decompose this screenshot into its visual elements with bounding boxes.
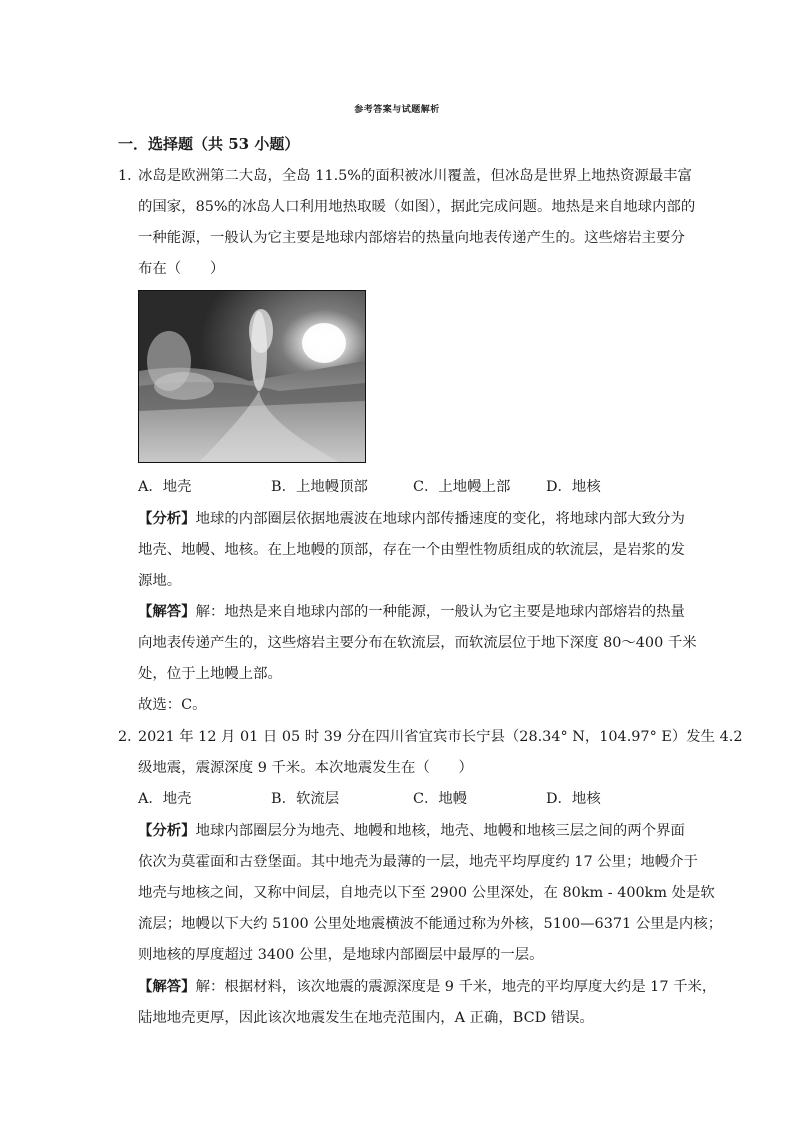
question-number: 1． [118, 168, 142, 184]
question-number: 2． [118, 729, 142, 745]
answer-text: 解：地热是来自地球内部的一种能源，一般认为它主要是地球内部熔岩的热量 [195, 604, 685, 620]
analysis-line: 则地核的厚度超过 3400 公里，是地球内部圈层中最厚的一层。 [138, 947, 544, 963]
geothermal-photo [138, 290, 366, 463]
answer-line: 处，位于上地幔上部。 [138, 666, 282, 682]
option-a: A．地壳 [138, 479, 192, 495]
answer-line: 陆地地壳更厚，因此该次地震发生在地壳范围内，A 正确，BCD 错误。 [138, 1010, 594, 1026]
question-text-line: 级地震，震源深度 9 千米。本次地震发生在（ ） [138, 760, 473, 776]
option-a: A．地壳 [138, 791, 192, 807]
analysis-line: 地壳与地核之间，又称中间层，自地壳以下至 2900 公里深处，在 80km - 400km 处是软 [138, 885, 715, 901]
option-d: D．地核 [546, 479, 601, 495]
analysis-text: 地球内部圈层分为地壳、地幔和地核，地壳、地幔和地核三层之间的两个界面 [195, 823, 685, 839]
option-b: B．上地幔顶部 [271, 479, 368, 495]
question-text-line: 布在（ ） [138, 261, 225, 277]
answer-line [138, 602, 698, 622]
question-text-line: 的国家，85%的冰岛人口利用地热取暖（如图），据此完成问题。地热是来自地球内部的 [138, 199, 696, 215]
page-header: 参考答案与试题解析 [354, 105, 440, 115]
answer-text: 解：根据材料，该次地震的震源深度是 9 千米，地壳的平均厚度大约是 17 千米， [195, 979, 717, 995]
answer-line: 向地表传递产生的，这些熔岩主要分布在软流层，而软流层位于地下深度 80～400 千米 [138, 635, 697, 651]
question-text-line: 冰岛是欧洲第二大岛，全岛 11.5%的面积被冰川覆盖，但冰岛是世界上地热资源最丰富 [138, 168, 692, 184]
analysis-tag: 【分析】 [138, 822, 196, 839]
section-title: 一．选择题（共 53 小题） [118, 135, 300, 153]
option-c: C．上地幔上部 [413, 479, 511, 495]
analysis-text: 地球的内部圈层依据地震波在地球内部传播速度的变化，将地球内部大致分为 [195, 511, 685, 527]
answer-tag: 【解答】 [138, 978, 196, 995]
geothermal-photo-illustration [139, 291, 365, 462]
answer-line [138, 977, 717, 997]
analysis-line: 地壳、地幔、地核。在上地幔的顶部，存在一个由塑性物质组成的软流层，是岩浆的发 [138, 542, 685, 558]
answer-tag: 【解答】 [138, 603, 196, 620]
question-text-line: 2021 年 12 月 01 日 05 时 39 分在四川省宜宾市长宁县（28.34° N，104.97° E）发生 4.2 [138, 729, 743, 745]
analysis-line: 源地。 [138, 573, 182, 589]
analysis-tag: 【分析】 [138, 510, 196, 527]
option-b: B．软流层 [271, 791, 340, 807]
analysis-line [138, 509, 698, 529]
analysis-line: 流层；地幔以下大约 5100 公里处地震横波不能通过称为外核，5100—6371 公里是内核； [138, 916, 723, 932]
option-d: D．地核 [546, 791, 601, 807]
choice-line: 故选：C。 [138, 697, 207, 713]
question-text-line: 一种能源，一般认为它主要是地球内部熔岩的热量向地表传递产生的。这些熔岩主要分 [138, 230, 685, 246]
analysis-line [138, 821, 698, 841]
option-c: C．地幔 [413, 791, 468, 807]
analysis-line: 依次为莫霍面和古登堡面。其中地壳为最薄的一层，地壳平均厚度约 17 公里；地幔介于 [138, 854, 698, 870]
